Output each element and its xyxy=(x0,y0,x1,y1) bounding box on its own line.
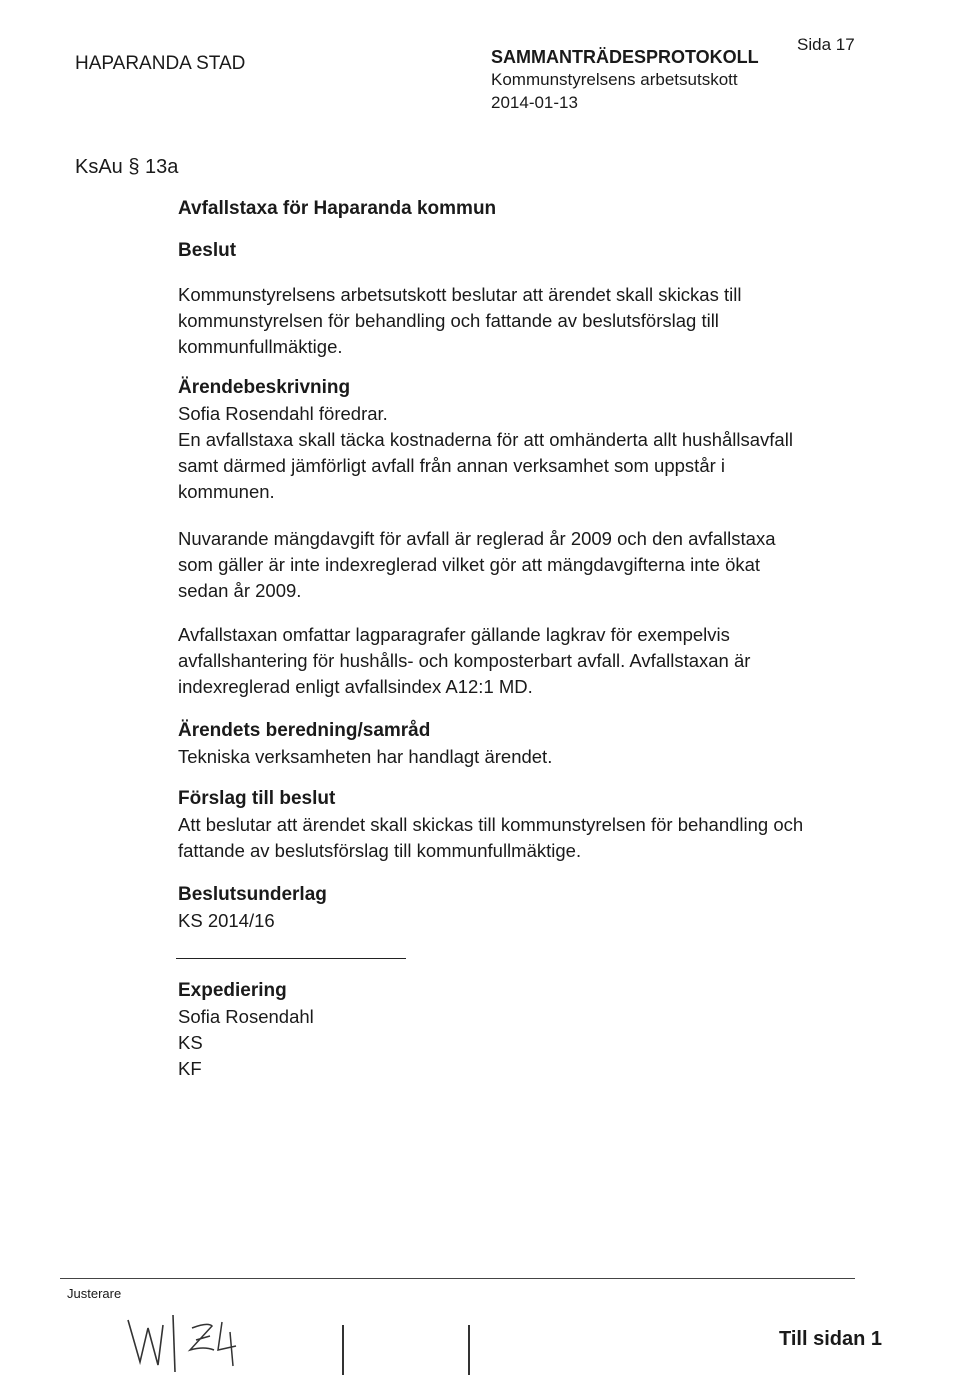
arendebeskrivning-paragraph-2: Nuvarande mängdavgift för avfall är reglerad år 2009 och den avfallstaxa som gäller är inte indexreglerad vilket gör att mängdavgifterna inte ökat sedan år 2009. xyxy=(178,528,776,601)
handwritten-signature xyxy=(118,1300,308,1385)
organization-name: HAPARANDA STAD xyxy=(75,53,246,74)
section-id: KsAu § 13a xyxy=(75,156,179,178)
presenter-text: Sofia Rosendahl föredrar. xyxy=(178,403,388,424)
page-number: Sida 17 xyxy=(797,35,855,54)
forslag-text: Att beslutar att ärendet skall skickas till kommunstyrelsen för behandling och fattande av beslutsförslag till kommunfullmäktige. xyxy=(178,814,804,861)
forslag-heading: Förslag till beslut xyxy=(178,788,336,809)
expediering-heading: Expediering xyxy=(178,980,287,1001)
beslut-section xyxy=(178,238,878,360)
beredning-text: Tekniska verksamheten har handlagt ärendet. xyxy=(178,746,553,767)
arendebeskrivning-paragraph-3: Avfallstaxan omfattar lagparagrafer gällande lagkrav för exempelvis avfallshantering för hushålls- och komposterbart avfall. Avfallstaxan är indexreglerad enligt avfallsindex A12:1 MD. xyxy=(178,624,751,697)
arendebeskrivning-paragraph-1: En avfallstaxa skall täcka kostnaderna för att omhänderta allt hushållsavfall samt därmed jämförligt avfall från annan verksamhet som uppstår i kommunen. xyxy=(178,429,793,502)
signature-field-divider xyxy=(468,1325,470,1375)
beredning-heading: Ärendets beredning/samråd xyxy=(178,720,431,741)
forslag-section xyxy=(178,786,878,864)
expediering-recipient: KF xyxy=(178,1058,202,1079)
next-page-label: Till sidan 1 xyxy=(779,1328,882,1350)
expediering-section xyxy=(178,978,878,1082)
beslutsunderlag-text: KS 2014/16 xyxy=(178,910,275,931)
justerare-label: Justerare xyxy=(67,1286,122,1301)
footer-divider xyxy=(60,1278,855,1279)
protocol-title: SAMMANTRÄDESPROTOKOLL xyxy=(491,47,759,67)
arendebeskrivning-heading: Ärendebeskrivning xyxy=(178,377,351,398)
expediering-recipient: Sofia Rosendahl xyxy=(178,1006,314,1027)
expediering-recipient: KS xyxy=(178,1032,203,1053)
beredning-section xyxy=(178,718,878,770)
section-divider xyxy=(176,958,406,959)
meeting-date: 2014-01-13 xyxy=(491,93,578,112)
beslut-text: Kommunstyrelsens arbetsutskott beslutar att ärendet skall skickas till kommunstyrelsen för behandling och fattande av beslutsförslag till kommunfullmäktige. xyxy=(178,284,742,357)
beslut-heading: Beslut xyxy=(178,240,237,261)
committee-name: Kommunstyrelsens arbetsutskott xyxy=(491,70,738,89)
beslutsunderlag-section xyxy=(178,882,878,934)
signature-field-divider xyxy=(342,1325,344,1375)
signature-drawing xyxy=(118,1300,308,1380)
arendebeskrivning-section xyxy=(178,375,878,700)
document-title: Avfallstaxa för Haparanda kommun xyxy=(178,198,497,219)
beslutsunderlag-heading: Beslutsunderlag xyxy=(178,884,327,905)
